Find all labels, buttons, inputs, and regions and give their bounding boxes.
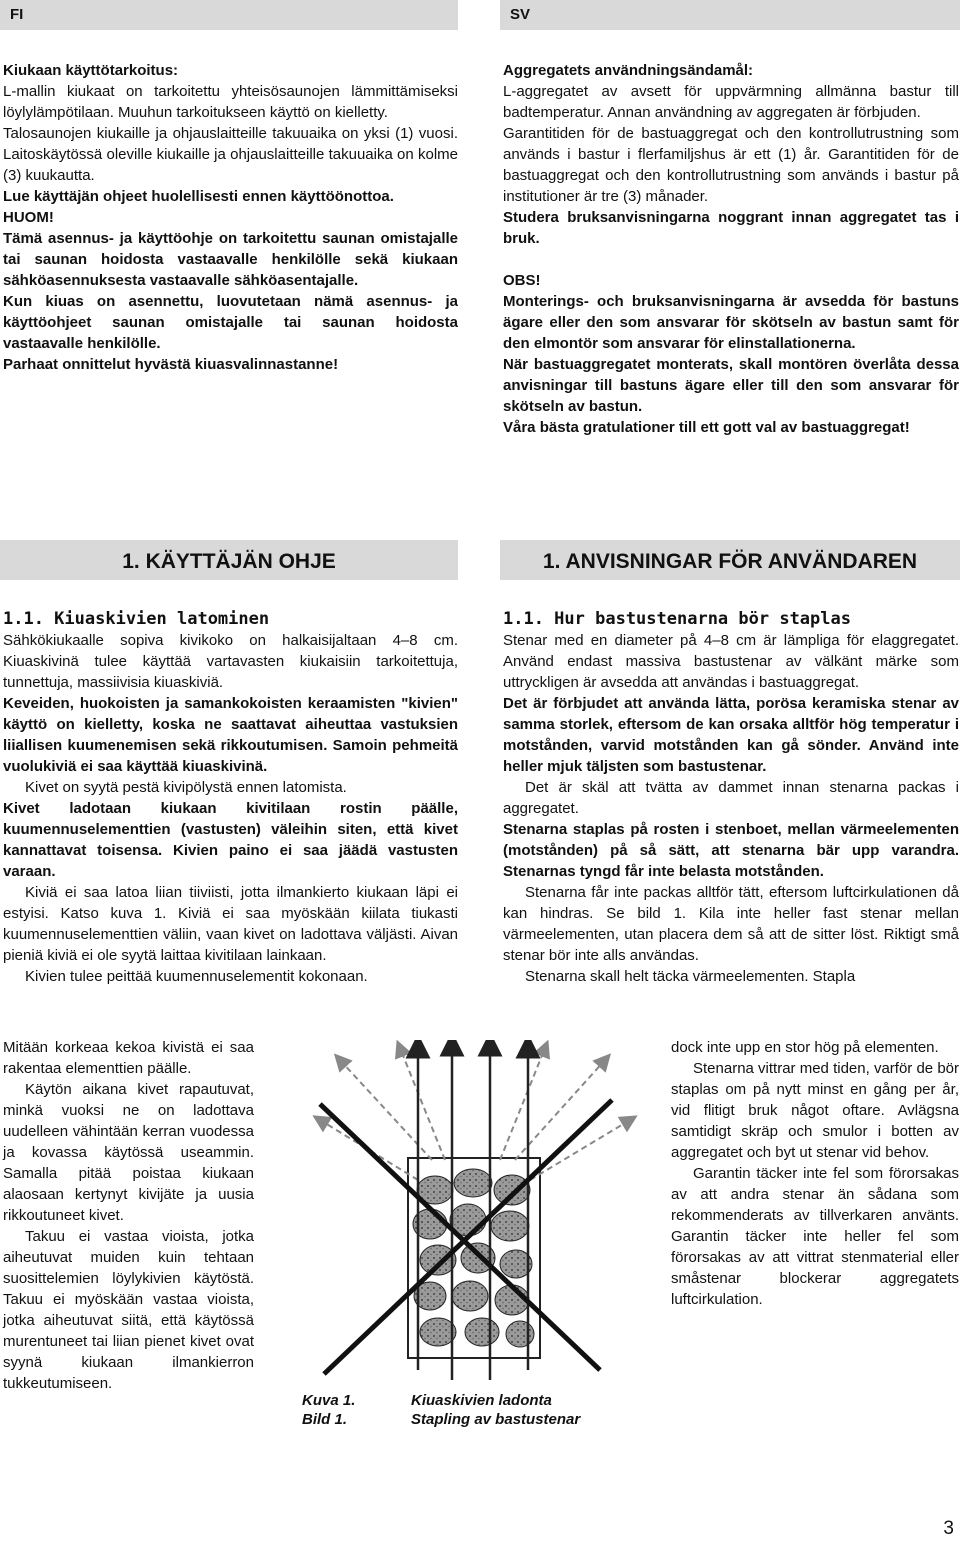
sv-intro-paragraph: Våra bästa gratulationer till ett gott val av bastuaggregat! <box>503 419 910 436</box>
language-tab-sv: SV <box>500 0 960 30</box>
fi-intro-paragraph: Parhaat onnittelut hyvästä kiuasvalinnastanne! <box>3 356 339 373</box>
sv-intro-text <box>503 60 959 438</box>
fi-intro-paragraph: Talosaunojen kiukaille ja ohjauslaitteille takuuaika on yksi (1) vuosi. Laitoskäytössä oleville kiukaille ja ohjauslaitteille takuuaika on kolme (3) kuukautta. <box>3 125 458 184</box>
fi-subsection-heading: 1.1. Kiuaskivien latominen <box>3 609 270 629</box>
figure-number-fi: Kuva 1. <box>302 1392 356 1409</box>
sv-body-text <box>503 630 959 987</box>
fi-intro-paragraph: L-mallin kiukaat on tarkoitettu yhteisösaunojen lämmittämiseksi löylylämpötilaan. Muuhun tarkoitukseen käyttö on kielletty. <box>3 83 458 121</box>
sv-intro-paragraph: L-aggregatet av avsett för uppvärmning allmänna bastur till badtemperatur. Annan användning av aggregaten är förbjuden. <box>503 83 959 121</box>
fi-wrap-paragraph: Takuu ei vastaa vioista, jotka aiheutuvat muiden kuin tehtaan suosittelemien löylykivien käytöstä. Takuu ei myöskään vastaa vioista, jotka aiheutuvat siitä, että käytössä murentuneet tai liian pienet kivet ovat syynä kiukaan ilmankierron tukkeutumiseen. <box>3 1228 254 1392</box>
sv-body-paragraph: Stenarna staplas på rosten i stenboet, mellan värmeelementen (motstånden) på så sätt, att stenarna bär upp varandra. Stenarnas tyngd får inte belasta motstånden. <box>503 821 959 880</box>
sv-body-paragraph: Det är skäl att tvätta av dammet innan stenarna packas i aggregatet. <box>503 779 959 817</box>
sv-wrap-paragraph: Stenarna vittrar med tiden, varför de bör staplas om på nytt minst en gång per år, vid flitigt bruk något oftare. Avlägsna samtidigt skräp och smulor i botten av aggregatet och byt ut stenar vid behov. <box>671 1060 959 1161</box>
sv-subsection-heading: 1.1. Hur bastustenarna bör staplas <box>503 609 851 629</box>
fi-wrap-paragraph: Käytön aikana kivet rapautuvat, minkä vuoksi ne on ladottava uudelleen vähintään kerran vuodessa ja kovassa käytössä useammin. Samalla pitää poistaa kiukaan alaosaan kertynyt kivijäte ja uusia rikkoutuneet kivet. <box>3 1081 254 1224</box>
sv-body-paragraph: Stenarna skall helt täcka värmeelementen. Stapla <box>525 968 856 985</box>
sv-intro-paragraph: När bastuaggregatet monterats, skall montören överlåta dessa anvisningar till bastuns ägare eller till den som ansvarar för skötseln av bastun. <box>503 356 959 415</box>
figure-caption-sv: Stapling av bastustenar <box>411 1411 581 1428</box>
sv-section-heading: 1. ANVISNINGAR FÖR ANVÄNDAREN <box>500 540 960 580</box>
fi-body-paragraph: Sähkökiukaalle sopiva kivikoko on halkaisijaltaan 4–8 cm. Kiuaskivinä tulee käyttää vartavasten kiukaisiin tarkoitettuja, tunnettuja, massiivisia kiuaskiviä. <box>3 632 458 691</box>
fi-body-paragraph: Kivien tulee peittää kuumennuselementit kokonaan. <box>25 968 368 985</box>
sv-body-paragraph: Stenarna får inte packas alltför tätt, eftersom luftcirkulationen då kan hindras. Se bild 1. Kila inte heller fast stenar mellan värmeelementen, utan placera dem så att de sitter löst. Riktigt små stenar bör inte alls användas. <box>503 884 959 964</box>
sv-wrap-text <box>671 1037 959 1310</box>
figure-number-sv: Bild 1. <box>302 1411 348 1428</box>
sv-body-paragraph: Det är förbjudet att använda lätta, porösa keramiska stenar av samma storlek, eftersom de kan orsaka alltför hög temperatur i motstånden, varvid motstånden kan gå sönder. Använd inte heller mjuk täljsten som bastustenar. <box>503 695 959 775</box>
figure-caption-fi: Kiuaskivien ladonta <box>411 1392 552 1409</box>
fi-intro-paragraph: Kiukaan käyttötarkoitus: <box>3 62 179 79</box>
sv-body-paragraph: Stenar med en diameter på 4–8 cm är lämpliga för elaggregatet. Använd endast massiva bastustenar av välkänt märke som uttryckligen är avsedda att användas i bastuaggregat. <box>503 632 959 691</box>
sv-intro-paragraph: OBS! <box>503 272 541 289</box>
language-tab-fi: FI <box>0 0 458 30</box>
stone-stacking-illustration <box>300 1040 652 1388</box>
sv-intro-paragraph: Studera bruksanvisningarna noggrant innan aggregatet tas i bruk. <box>503 209 959 247</box>
page-number: 3 <box>943 1518 954 1539</box>
fi-section-heading: 1. KÄYTTÄJÄN OHJE <box>0 540 458 580</box>
fi-intro-paragraph: Lue käyttäjän ohjeet huolellisesti ennen käyttöönottoa. <box>3 188 394 205</box>
sv-wrap-paragraph: dock inte upp en stor hög på elementen. <box>671 1039 939 1056</box>
fi-body-paragraph: Kivet on syytä pestä kivipölystä ennen latomista. <box>25 779 347 796</box>
stones-group <box>413 1169 534 1347</box>
sv-intro-paragraph: Monterings- och bruksanvisningarna är avsedda för bastuns ägare eller den som ansvarar för skötseln av bastun samt för den elmontör som ansvarar för elinstallationerna. <box>503 293 959 352</box>
fi-wrap-text <box>3 1037 254 1394</box>
fi-intro-paragraph: Tämä asennus- ja käyttöohje on tarkoitettu saunan omistajalle tai saunan hoidosta vastaavalle henkilölle sekä kiukaan sähköasennuksesta vastaavalle sähköasentajalle. <box>3 230 458 289</box>
airflow-arrows-dashed <box>320 1048 630 1180</box>
fi-body-paragraph: Kiviä ei saa latoa liian tiiviisti, jotta ilmankierto kiukaan läpi ei estyisi. Katso kuva 1. Kiviä ei saa myöskään kiilata tiukasti kuumennuselementtien väliin, vaan kivet on ladottava väljästi. Aivan pieniä kiviä ei ole syytä laittaa kivitilaan lainkaan. <box>3 884 458 964</box>
sv-intro-paragraph: Aggregatets användningsändamål: <box>503 62 754 79</box>
sv-intro-paragraph <box>503 249 959 270</box>
sv-wrap-paragraph: Garantin täcker inte fel som förorsakas av att andra stenar än sådana som rekommenderats av tillverkaren använts. Garantin täcker inte heller fel som förorsakas av att vittrat stenmaterial eller småstenar blockerar aggregatets luftcirkulation. <box>671 1165 959 1308</box>
fi-wrap-paragraph: Mitään korkeaa kekoa kivistä ei saa rakentaa elementtien päälle. <box>3 1039 254 1077</box>
fi-intro-text <box>3 60 458 375</box>
fi-intro-paragraph: HUOM! <box>3 209 54 226</box>
fi-intro-paragraph: Kun kiuas on asennettu, luovutetaan nämä asennus- ja käyttöohjeet saunan omistajalle tai saunan hoidosta vastaavalle henkilölle. <box>3 293 458 352</box>
fi-body-paragraph: Keveiden, huokoisten ja samankokoisten keraamisten "kivien" käyttö on kielletty, koska ne saattavat aiheuttaa vastuksien liiallisen kuumenemisen sekä rikkoutumisen. Samoin pehmeitä vuolukiviä ei saa käyttää kiuaskivinä. <box>3 695 458 775</box>
fi-body-paragraph: Kivet ladotaan kiukaan kivitilaan rostin päälle, kuumennuselementtien (vastusten) väleihin siten, että kivet kannattavat toisensa. Kivien paino ei saa jäädä vastusten varaan. <box>3 800 458 880</box>
sv-intro-paragraph: Garantitiden för de bastuaggregat och den kontrollutrustning som används i bastur i flerfamiljshus är ett (1) år. Garantitiden för de bastuaggregat och den kontrollutrustning som används i bastur på institutioner är tre (3) månader. <box>503 125 959 205</box>
fi-body-text <box>3 630 458 987</box>
